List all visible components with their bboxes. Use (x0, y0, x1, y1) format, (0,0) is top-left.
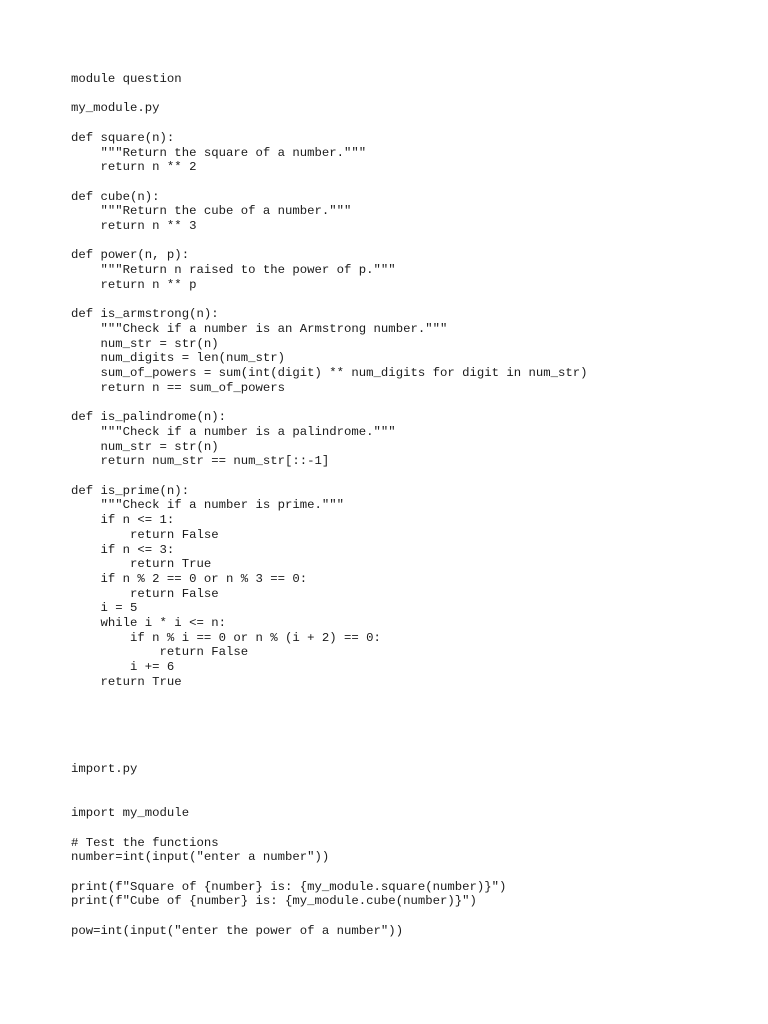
import-code-block: import.py import my_module # Test the functions number=int(input("enter a number")) print(f"Square of {number} is: {my_module.square(number)}") print(f"Cube of {number} is: {my_module.cube(number)}") pow=int(input("enter the power of a number")) (71, 762, 507, 938)
module-code-block: module question my_module.py def square(n): """Return the square of a number.""" return n ** 2 def cube(n): """Return the cube of a number.""" return n ** 3 def power(n, p): """Return n raised to the power of p.""" return n ** p def is_armstrong(n): """Check if a number is an Armstrong number.""" num_str = str(n) num_digits = len(num_str) sum_of_powers = sum(int(digit) ** num_digits for digit in num_str) return n == sum_of_powers def is_palindrome(n): """Check if a number is a palindrome.""" num_str = str(n) return num_str == num_str[::-1] def is_prime(n): """Check if a number is prime.""" if n <= 1: return False if n <= 3: return True if n % 2 == 0 or n % 3 == 0: return False i = 5 while i * i <= n: if n % i == 0 or n % (i + 2) == 0: return False i += 6 return True (71, 72, 588, 689)
